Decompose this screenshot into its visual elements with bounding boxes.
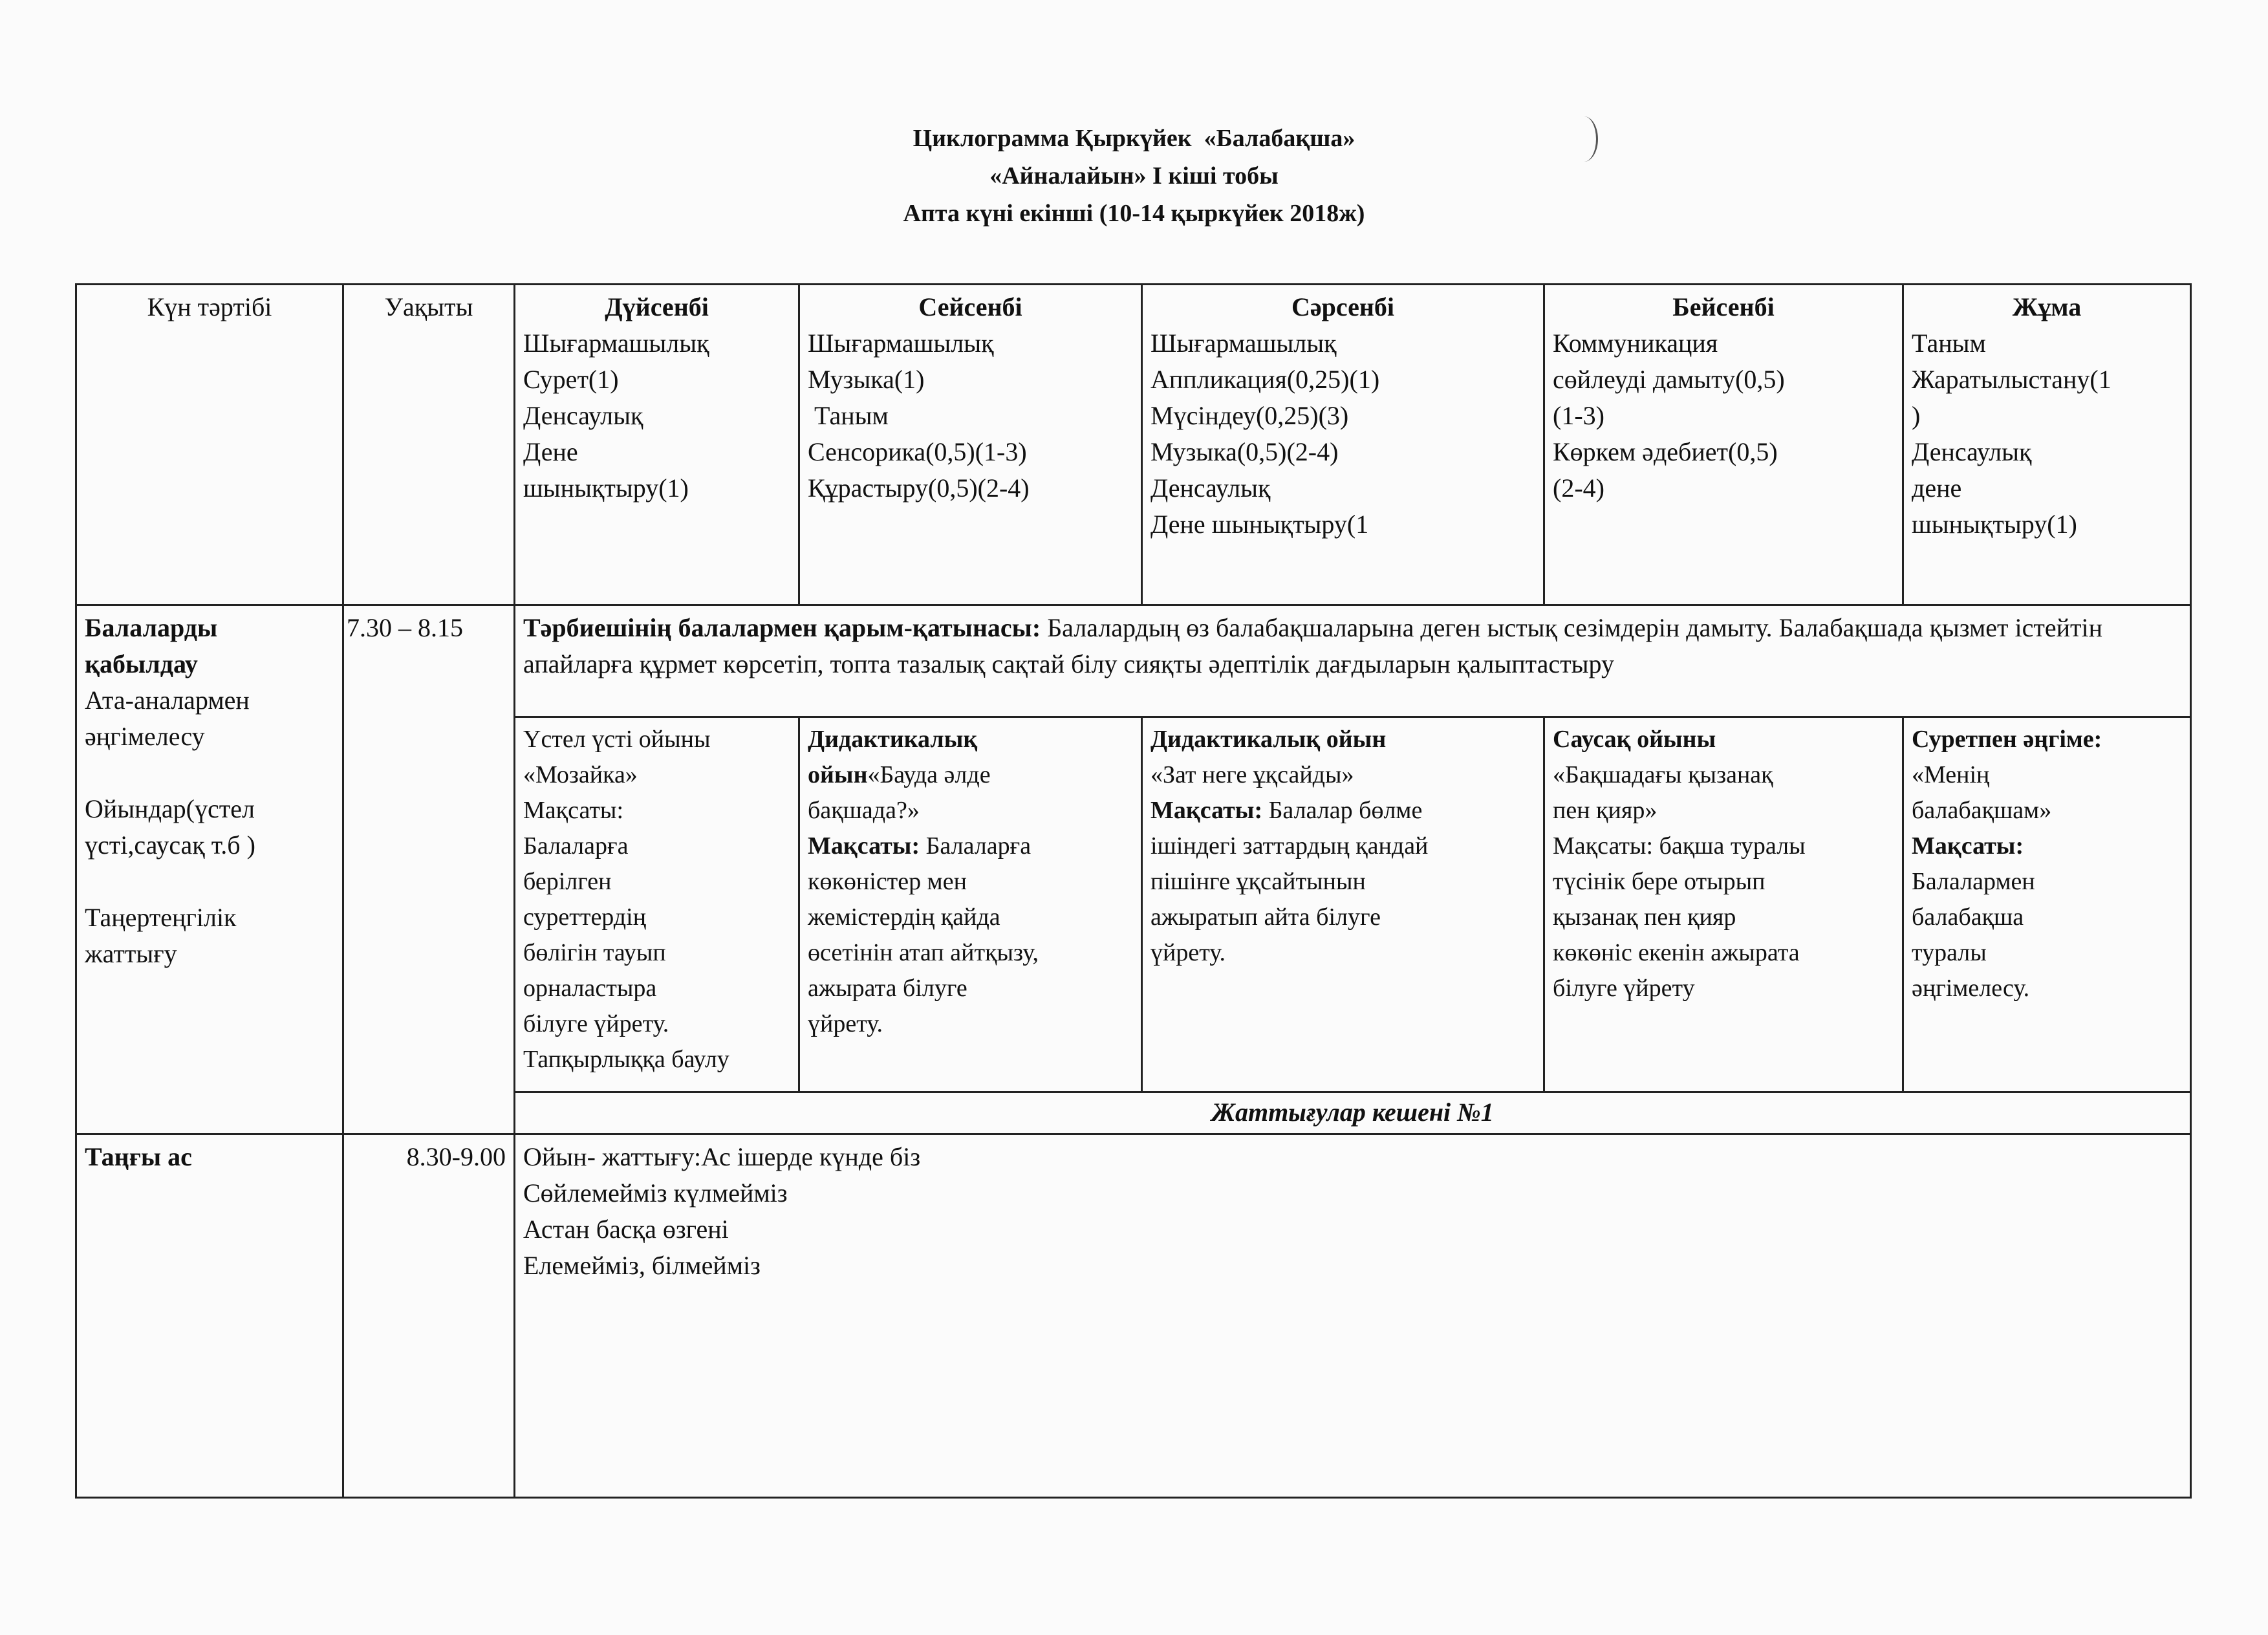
- subject-line: Жаратылыстану(1: [1912, 365, 2111, 394]
- tuesday-activity-cell: [799, 717, 1142, 1092]
- activity-line: туралы: [1912, 939, 1987, 966]
- activity-line: бөлігін тауып: [523, 939, 666, 966]
- activity-line: «Менің: [1912, 761, 1990, 788]
- reception-subitem: Таңертеңгілік: [85, 903, 237, 932]
- monday-column-header: [515, 285, 799, 605]
- breakfast-time: 8.30-9.00: [406, 1142, 506, 1171]
- activity-line: Балалармен: [1912, 868, 2035, 895]
- subject-line: Дене: [523, 437, 578, 466]
- schedule-column-header: [76, 285, 343, 605]
- activity-line: түсінік бере отырып: [1553, 868, 1766, 895]
- scan-artifact: [1570, 116, 1598, 162]
- reception-subitem: Ата-аналармен: [85, 686, 250, 715]
- activity-line: ажыратып айта білуге: [1150, 904, 1381, 931]
- exercise-complex-cell: [515, 1092, 2191, 1134]
- reception-subitem: жаттығу: [85, 939, 177, 968]
- reception-time-cell: [343, 605, 515, 1134]
- day-name: Жұма: [2012, 292, 2082, 321]
- subject-line: Шығармашылық: [808, 329, 994, 358]
- goal-label: Мақсаты:: [808, 832, 920, 860]
- activity-line: «Зат неге ұқсайды»: [1150, 761, 1354, 788]
- breakfast-line: Сөйлемейміз күлмейміз: [523, 1178, 788, 1207]
- activity-line: жемістердің қайда: [808, 904, 1000, 931]
- breakfast-time-cell: [343, 1134, 515, 1498]
- header-title-line: Циклограмма Қыркүйек «Балабақша»: [913, 125, 1355, 152]
- activity-line: Балаларға: [523, 832, 629, 860]
- reception-label-cell: [76, 605, 343, 1134]
- activity-line: көкөніс екенін ажырата: [1553, 939, 1800, 966]
- subject-line: Музыка(0,5)(2-4): [1150, 437, 1339, 466]
- subject-line: шынықтыру(1): [1912, 510, 2077, 539]
- subject-line: Сурет(1): [523, 365, 619, 394]
- activity-line: қызанақ пен қияр: [1553, 904, 1736, 931]
- tuesday-column-header: [799, 285, 1142, 605]
- subject-line: Таным: [1912, 329, 1986, 358]
- reception-time: 7.30 – 8.15: [347, 613, 463, 642]
- breakfast-line: Астан басқа өзгені: [523, 1215, 729, 1244]
- subject-line: сөйлеуді дамыту(0,5): [1553, 365, 1785, 394]
- document-header: [0, 120, 2268, 232]
- activity-line: ішіндегі заттардың қандай: [1150, 832, 1429, 860]
- schedule-header-label: Күн тәртібі: [147, 292, 272, 321]
- activity-line: берілген: [523, 868, 612, 895]
- day-name: Бейсенбі: [1672, 292, 1775, 321]
- activity-title: Дидактикалық ойын: [1150, 726, 1387, 753]
- subject-line: Музыка(1): [808, 365, 925, 394]
- subject-line: Таным: [808, 401, 889, 430]
- goal-label: Мақсаты:: [1150, 797, 1263, 824]
- subject-line: Құрастыру(0,5)(2-4): [808, 473, 1030, 503]
- subject-line: Коммуникация: [1553, 329, 1718, 358]
- activity-line: «Мозайка»: [523, 761, 638, 788]
- breakfast-title: Таңғы ас: [85, 1142, 192, 1171]
- reception-subitem: әңгімелесу: [85, 722, 205, 751]
- activity-line: үйрету.: [1150, 939, 1226, 966]
- monday-activity-cell: [515, 717, 799, 1092]
- friday-activity-cell: [1903, 717, 2191, 1092]
- subject-line: Дене шынықтыру(1: [1150, 510, 1369, 539]
- activity-line: Мақсаты: бақша туралы: [1553, 832, 1806, 860]
- activity-title: Дидактикалық: [808, 726, 978, 753]
- communication-label: Тәрбиешінің балалармен қарым-қатынасы:: [523, 613, 1041, 642]
- time-header-label: Уақыты: [384, 292, 473, 321]
- reception-title: Балаларды: [85, 613, 218, 642]
- subject-line: Денсаулық: [1912, 437, 2032, 466]
- subject-line: ): [1912, 401, 1921, 430]
- activity-line: үйрету.: [808, 1010, 883, 1037]
- reception-row: [76, 605, 2191, 717]
- activity-line: «Бақшадағы қызанақ: [1553, 761, 1773, 788]
- subject-line: Аппликация(0,25)(1): [1150, 365, 1380, 394]
- activity-line: көкөністер мен: [808, 868, 967, 895]
- friday-column-header: [1903, 285, 2191, 605]
- activity-line: балабақша: [1912, 904, 2024, 931]
- activity-line: әңгімелесу.: [1912, 975, 2030, 1002]
- activity-line: білуге үйрету: [1553, 975, 1695, 1002]
- exercise-complex-label: Жаттығулар кешені №1: [1211, 1098, 1494, 1127]
- breakfast-line: Ойын- жаттығу:Ас ішерде күнде біз: [523, 1142, 921, 1171]
- reception-title: қабылдау: [85, 649, 198, 678]
- activity-line: білуге үйрету.: [523, 1010, 669, 1037]
- subject-line: Мүсіндеу(0,25)(3): [1150, 401, 1349, 430]
- time-column-header: [343, 285, 515, 605]
- activity-line: Үстел үсті ойыны: [523, 726, 711, 753]
- table-header-row: [76, 285, 2191, 605]
- subject-line: Денсаулық: [1150, 473, 1271, 503]
- activity-line: пішінге ұқсайтынын: [1150, 868, 1366, 895]
- activity-title: ойын: [808, 761, 868, 788]
- activity-line: орналастыра: [523, 975, 657, 1002]
- day-name: Дүйсенбі: [605, 292, 709, 321]
- teacher-communication-cell: [515, 605, 2191, 717]
- communication-text: Балалардың өз балабақшаларына деген ыстық сезімдерін дамыту. Балабақшада қызмет істейтін апайларға құрмет көрсетіп, топта тазалық сақтай білу сияқты әдептілік дағдыларын қалыптастыру: [523, 613, 2103, 678]
- activity-line: Мақсаты:: [523, 797, 624, 824]
- subject-line: шынықтыру(1): [523, 473, 689, 503]
- day-name: Сейсенбі: [918, 292, 1022, 321]
- cyclogram-table: [75, 283, 2192, 1499]
- day-name: Сәрсенбі: [1291, 292, 1395, 321]
- thursday-activity-cell: [1544, 717, 1903, 1092]
- subject-line: Шығармашылық: [523, 329, 709, 358]
- header-week-line: Апта күні екінші (10-14 қыркүйек 2018ж): [903, 200, 1365, 227]
- activity-line: бақшада?»: [808, 797, 920, 824]
- wednesday-column-header: [1142, 285, 1544, 605]
- activity-title: Саусақ ойыны: [1553, 726, 1716, 753]
- activity-line: Балаларға: [920, 832, 1031, 860]
- subject-line: Сенсорика(0,5)(1-3): [808, 437, 1027, 466]
- activity-line: Тапқырлыққа баулу: [523, 1046, 729, 1073]
- wednesday-activity-cell: [1142, 717, 1544, 1092]
- reception-subitem: Ойындар(үстел: [85, 794, 255, 823]
- reception-subitem: үсті,саусақ т.б ): [85, 830, 255, 860]
- activity-line: «Бауда әлде: [867, 761, 991, 788]
- subject-line: (2-4): [1553, 473, 1604, 503]
- breakfast-row: [76, 1134, 2191, 1498]
- activity-line: Балалар бөлме: [1262, 797, 1423, 824]
- activity-line: ажырата білуге: [808, 975, 967, 1002]
- activity-line: өсетінін атап айтқызу,: [808, 939, 1039, 966]
- goal-label: Мақсаты:: [1912, 832, 2024, 860]
- breakfast-line: Елемейміз, білмейміз: [523, 1251, 761, 1280]
- subject-line: Көркем әдебиет(0,5): [1553, 437, 1778, 466]
- activity-line: пен қияр»: [1553, 797, 1658, 824]
- subject-line: Денсаулық: [523, 401, 643, 430]
- subject-line: дене: [1912, 473, 1962, 503]
- breakfast-content-cell: [515, 1134, 2191, 1498]
- subject-line: (1-3): [1553, 401, 1604, 430]
- thursday-column-header: [1544, 285, 1903, 605]
- activity-line: балабақшам»: [1912, 797, 2052, 824]
- breakfast-label-cell: [76, 1134, 343, 1498]
- activity-title: Суретпен әңгіме:: [1912, 726, 2102, 753]
- subject-line: Шығармашылық: [1150, 329, 1337, 358]
- activity-line: суреттердің: [523, 904, 647, 931]
- header-group-line: «Айналайын» І кіші тобы: [989, 162, 1279, 189]
